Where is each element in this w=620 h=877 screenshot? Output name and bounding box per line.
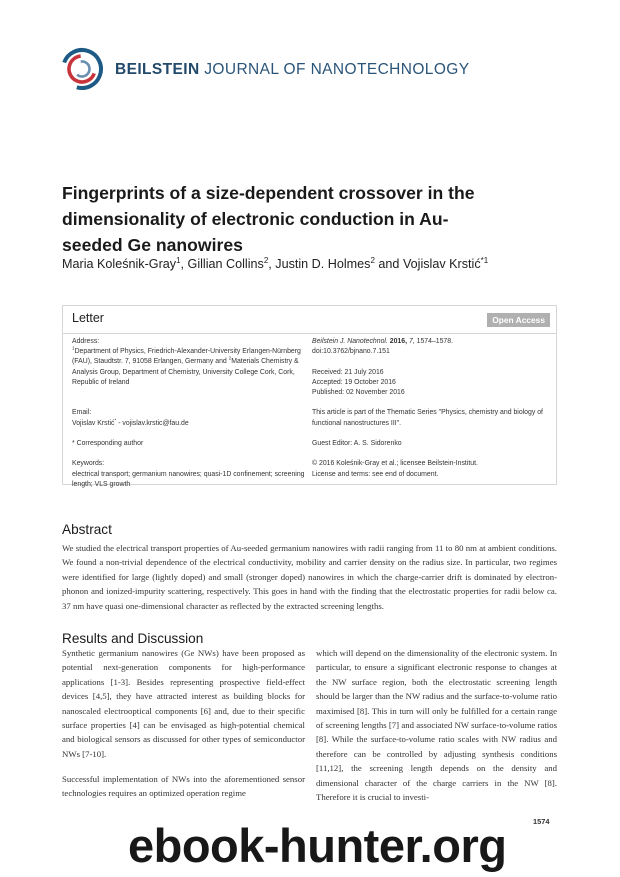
- beilstein-swirl-logo-icon: [60, 47, 104, 91]
- journal-name-rest: JOURNAL OF NANOTECHNOLOGY: [199, 61, 470, 78]
- author-separator: ,: [268, 257, 276, 271]
- author-name: Gillian Collins: [187, 257, 264, 271]
- author-separator: and: [374, 257, 403, 271]
- abstract-heading: Abstract: [62, 522, 112, 537]
- affiliation-mark: 1: [72, 345, 75, 351]
- info-right-column: [312, 337, 552, 480]
- open-access-badge: Open Access: [487, 313, 550, 327]
- journal-name: [115, 61, 469, 79]
- author-name: Maria Koleśnik-Gray: [62, 257, 177, 271]
- info-box-divider: [63, 333, 556, 334]
- author-affiliation-mark: 1: [176, 255, 181, 265]
- article-info-box: [62, 305, 557, 488]
- guest-editor: Guest Editor: A. S. Sidorenko: [312, 439, 402, 447]
- received-date: Received: 21 July 2016: [312, 368, 384, 376]
- author-separator: ,: [180, 257, 188, 271]
- accepted-date: Accepted: 19 October 2016: [312, 378, 396, 386]
- published-date: Published: 02 November 2016: [312, 389, 405, 396]
- results-column1-paragraph1: Synthetic germanium nanowires (Ge NWs) have been proposed as potential next-generation components for high-performance applications [1-3]. Besides representing prospective field-effect devices [4,5], they have attracted interest as building blocks for nanoscaled electrooptical components [6] and, due to their specific surface properties [4] can be envisaged as high-potential chemical and biological sensors as discussed for other types of semiconductor NWs [7-10].: [62, 648, 305, 759]
- author-affiliation-mark: 2: [263, 255, 269, 265]
- info-left-column: [72, 337, 307, 490]
- affiliation-text: Materials Chemistry & Analysis Group, Department of Chemistry, University College Cork, Cork, Republic of Ireland: [72, 358, 299, 386]
- keywords-label: Keywords:: [72, 460, 105, 468]
- thematic-series-note: This article is part of the Thematic Series "Physics, chemistry and biology of functional nanostructures III".: [312, 409, 543, 427]
- address-label: Address:: [72, 338, 100, 345]
- email-address-link[interactable]: - vojislav.krstic@fau.de: [116, 419, 189, 427]
- page-number: 1574: [533, 817, 550, 826]
- results-heading: Results and Discussion: [62, 631, 204, 646]
- watermark-text: ebook-hunter.org: [128, 819, 507, 872]
- affiliations: [72, 347, 307, 388]
- author-name: Vojislav Krstić: [402, 257, 481, 271]
- author-list: [62, 257, 562, 271]
- affiliation-mark: 2: [228, 356, 232, 362]
- email-name: Vojislav Krstić: [72, 419, 115, 427]
- citation: [312, 337, 552, 347]
- citation-journal: Beilstein J. Nanotechnol.: [312, 338, 388, 345]
- citation-volume: 7,: [408, 338, 415, 345]
- abstract-text: We studied the electrical transport properties of Au-seeded germanium nanowires with radii ranging from 11 to 80 nm at ambient conditions. We found a non-trivial dependence of the electrical conductivity, mobility and carrier density on the radius size. In particular, two regimes were identified for large (lightly doped) and small (stronger doped) nanowires in which the charge-carrier drift is dominated by electron-phonon and ionized-impurity scattering, respectively. This goes in hand with the finding that the electrostatic properties for radii below ca. 37 nm have quasi one-dimensional character as reflected by the extracted screening lengths.: [62, 543, 557, 611]
- citation-year: 2016,: [389, 338, 408, 345]
- results-column2-text: which will depend on the dimensionality of the electronic system. In particular, to ensure a significant electronic response to changes at the NW surface region, both the electrostatic screening length should be larger than the NW radius and the surface-to-volume ratio maximised [8]. This in turn will only be fulfilled for a certain range of screening lengths [7] and associated NW surface-to-volume ratios [8]. While the surface-to-volume ratio scales with NW radius and therefore can be controlled by adjusting synthesis conditions [11,12], the screening length depends on the density and dimensional character of the charge carriers in the NW [8]. Therefore it is crucial to investi-: [316, 648, 557, 803]
- journal-name-bold: BEILSTEIN: [115, 61, 200, 78]
- license-note: License and terms: see end of document.: [312, 470, 439, 478]
- copyright-note: © 2016 Koleśnik-Gray et al.; licensee Beilstein-Institut.: [312, 460, 478, 468]
- article-title: Fingerprints of a size-dependent crossover in the dimensionality of electronic conduction in Au-seeded Ge nanowires: [62, 183, 475, 255]
- author-affiliation-mark: *1: [480, 255, 489, 265]
- corresponding-author-note: * Corresponding author: [72, 439, 144, 447]
- results-column1-paragraph2: Successful implementation of NWs into the aforementioned sensor technologies requires an optimized operation regime: [62, 774, 305, 799]
- corresponding-mark: *: [114, 417, 117, 423]
- article-type-label: Letter: [72, 311, 104, 325]
- author-name: Justin D. Holmes: [275, 257, 371, 271]
- email-label: Email:: [72, 409, 92, 417]
- email-line: [72, 419, 307, 429]
- citation-pages: 1574–1578.: [416, 338, 454, 345]
- doi-link[interactable]: doi:10.3762/bjnano.7.151: [312, 348, 390, 356]
- keywords-text: electrical transport; germanium nanowires; quasi-1D confinement; screening length; VLS growth: [72, 470, 305, 488]
- author-affiliation-mark: 2: [370, 255, 375, 265]
- affiliation-text: Department of Physics, Friedrich-Alexander-University Erlangen-Nürnberg (FAU), Staudtstr. 7, 91058 Erlangen, Germany and: [72, 348, 301, 366]
